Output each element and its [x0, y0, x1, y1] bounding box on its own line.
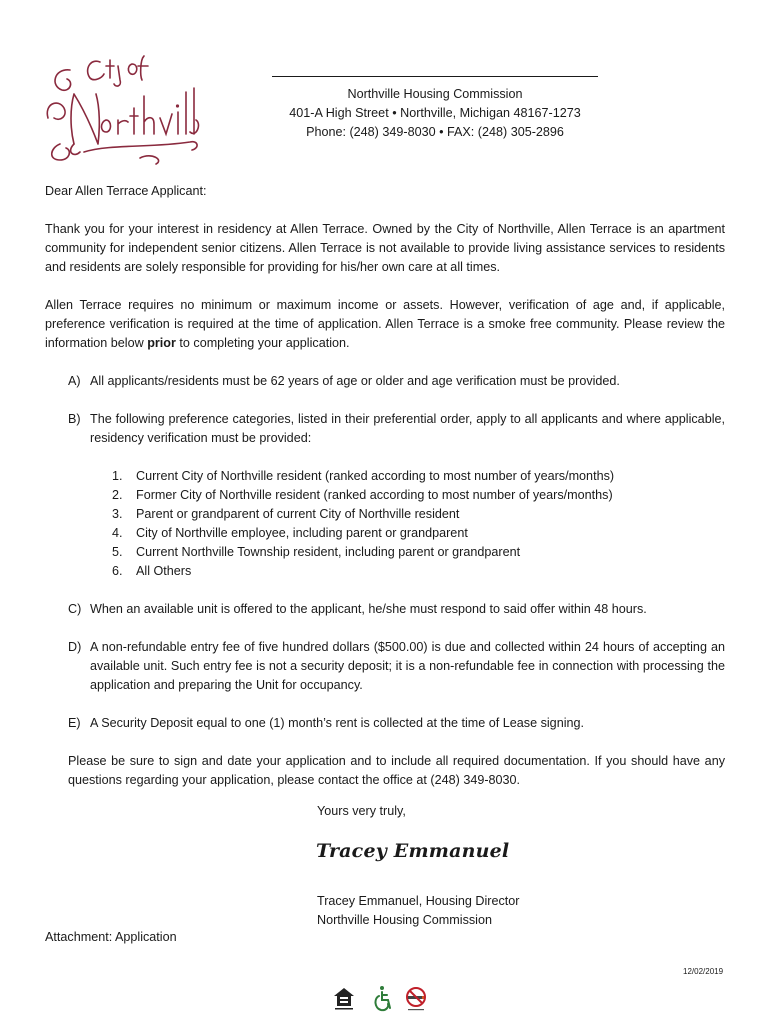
item-text: All applicants/residents must be 62 years of age or older and age verification must be provided.	[90, 374, 620, 388]
item-label: C)	[68, 602, 82, 616]
letterhead-org: Northville Housing Commission	[347, 87, 523, 101]
letterhead-phone: Phone: (248) 349-8030 • FAX: (248) 305-2896	[306, 125, 564, 139]
preference-item	[112, 486, 712, 505]
signature: Tracey Emmanuel	[316, 840, 510, 862]
preference-number: 1.	[112, 469, 123, 483]
no-smoking-icon	[407, 988, 425, 1010]
closing: Yours very truly,	[317, 804, 406, 818]
preference-item	[112, 543, 712, 562]
requirements-text-bold: prior	[147, 336, 176, 351]
item-label: A)	[68, 374, 81, 388]
letterhead	[250, 76, 620, 142]
preference-text: Former City of Northville resident (ranked according to most number of years/months)	[136, 488, 613, 502]
intro-paragraph: Thank you for your interest in residency at Allen Terrace. Owned by the City of Northville, Allen Terrace is an apartment community for independent senior citizens. Allen Terrace is not available to provide living assistance services to residents and residents are solely responsible for providing for his/her own care at all times.	[45, 222, 725, 275]
item-a	[68, 372, 725, 391]
requirements-text-after: to completing your application.	[175, 336, 350, 351]
attachment-note: Attachment: Application	[45, 930, 177, 944]
letterhead-rule	[272, 76, 598, 77]
footer-icons	[330, 984, 440, 1014]
item-text: The following preference categories, listed in their preferential order, apply to all applicants and where applicable, residency verification must be provided:	[90, 412, 725, 446]
requirements-paragraph	[45, 296, 725, 354]
closing-paragraph: Please be sure to sign and date your application and to include all required documentation. If you should have any questions regarding your application, please contact the office at (248) 349-8030.	[68, 754, 725, 788]
preference-number: 3.	[112, 507, 123, 521]
preference-number: 2.	[112, 488, 123, 502]
item-label: B)	[68, 412, 81, 426]
preference-text: Current Northville Township resident, including parent or grandparent	[136, 545, 521, 559]
preference-text: Current City of Northville resident (ranked according to most number of years/months)	[136, 469, 615, 483]
item-d	[68, 638, 725, 696]
accessibility-icon	[375, 986, 390, 1010]
item-text: When an available unit is offered to the applicant, he/she must respond to said offer within 48 hours.	[90, 602, 647, 616]
preference-item	[112, 505, 712, 524]
preference-number: 4.	[112, 526, 123, 540]
item-b	[68, 410, 725, 448]
salutation: Dear Allen Terrace Applicant:	[45, 184, 207, 198]
preference-list	[112, 467, 712, 581]
city-of-northville-logo	[40, 48, 202, 168]
preference-text: All Others	[136, 564, 192, 578]
preference-number: 6.	[112, 564, 123, 578]
letterhead-address: 401-A High Street • Northville, Michigan 48167-1273	[289, 106, 581, 120]
document-date: 12/02/2019	[683, 967, 724, 976]
preference-item	[112, 467, 712, 486]
equal-housing-icon	[334, 988, 354, 1010]
signer-org: Northville Housing Commission	[317, 913, 492, 927]
item-c	[68, 600, 725, 619]
item-label: E)	[68, 716, 81, 730]
item-label: D)	[68, 640, 82, 654]
item-e	[68, 714, 725, 733]
item-text: A non-refundable entry fee of five hundred dollars ($500.00) is due and collected within 24 hours of accepting an available unit. Such entry fee is not a security deposit; it is a non-refundable fee in connection with processing the application and preparing the Unit for occupancy.	[90, 640, 725, 693]
preference-text: Parent or grandparent of current City of Northville resident	[136, 507, 460, 521]
item-text: A Security Deposit equal to one (1) month’s rent is collected at the time of Lease signing.	[90, 716, 584, 730]
preference-item	[112, 524, 712, 543]
preference-number: 5.	[112, 545, 123, 559]
preference-text: City of Northville employee, including parent or grandparent	[136, 526, 468, 540]
signer-block	[317, 892, 520, 930]
preference-item	[112, 562, 712, 581]
requirements-text-before: Allen Terrace requires no minimum or maximum income or assets. However, verification of age and, if applicable, preference verification is required at the time of application. Allen Terrace is a smoke free community. Please review the information below	[45, 298, 725, 351]
signer-name-title: Tracey Emmanuel, Housing Director	[317, 894, 520, 908]
